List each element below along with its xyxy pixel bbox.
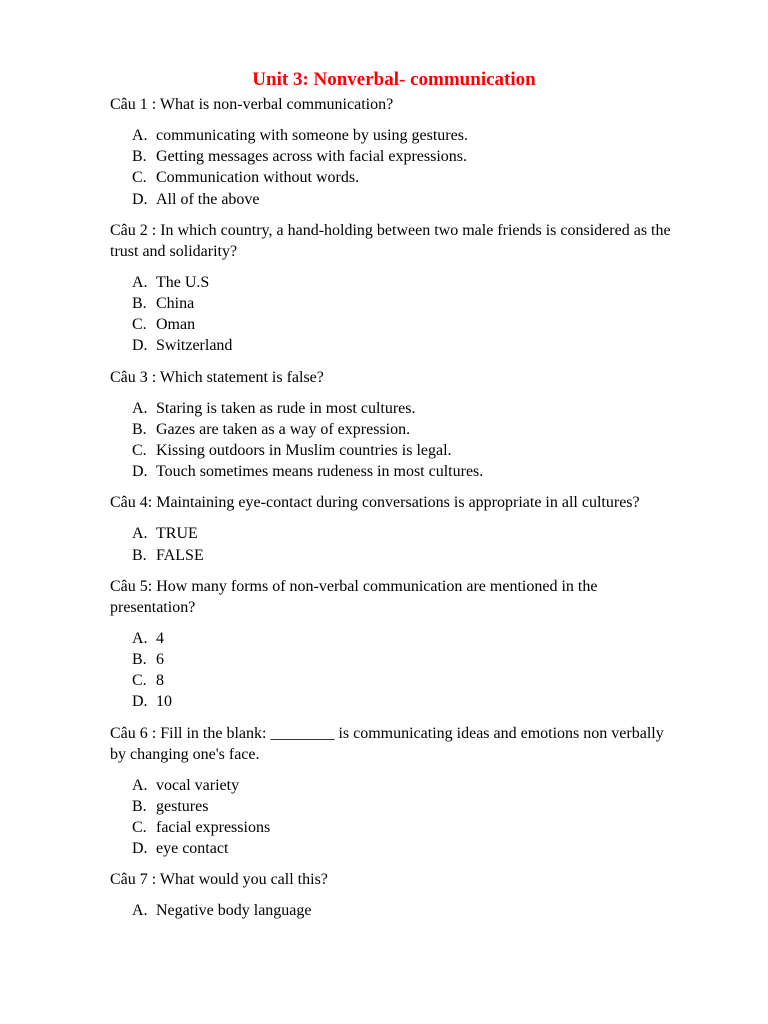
answer-option bbox=[132, 817, 708, 838]
answer-option bbox=[132, 900, 708, 921]
option-letter: B. bbox=[132, 295, 147, 313]
answer-options-7 bbox=[110, 900, 708, 921]
question-block-3 bbox=[110, 367, 708, 483]
answer-option bbox=[132, 189, 708, 210]
answer-options-6 bbox=[110, 775, 708, 860]
question-text-7: Câu 7 : What would you call this? bbox=[110, 871, 328, 889]
option-letter: D. bbox=[132, 693, 148, 711]
option-text: Kissing outdoors in Muslim countries is legal. bbox=[156, 442, 452, 460]
answer-option bbox=[132, 314, 708, 335]
option-text: Gazes are taken as a way of expression. bbox=[156, 420, 411, 438]
answer-options-4 bbox=[110, 523, 708, 565]
answer-option bbox=[132, 272, 708, 293]
option-letter: D. bbox=[132, 190, 148, 208]
option-letter: B. bbox=[132, 546, 147, 564]
answer-option bbox=[132, 628, 708, 649]
answer-option bbox=[132, 335, 708, 356]
option-text: Getting messages across with facial expressions. bbox=[156, 148, 468, 166]
answer-option bbox=[132, 670, 708, 691]
question-text-6: Câu 6 : Fill in the blank: ________ is communicating ideas and emotions non verbally by changing one's face. bbox=[110, 724, 664, 763]
answer-option bbox=[132, 523, 708, 544]
question-text-3: Câu 3 : Which statement is false? bbox=[110, 368, 324, 386]
option-text: Oman bbox=[156, 316, 196, 334]
answer-option bbox=[132, 440, 708, 461]
option-letter: D. bbox=[132, 337, 148, 355]
option-letter: C. bbox=[132, 442, 147, 460]
option-letter: D. bbox=[132, 840, 148, 858]
option-letter: C. bbox=[132, 169, 147, 187]
answer-option bbox=[132, 167, 708, 188]
option-text: 8 bbox=[156, 672, 164, 690]
option-letter: A. bbox=[132, 629, 148, 647]
question-text-5: Câu 5: How many forms of non-verbal communication are mentioned in the presentation? bbox=[110, 577, 598, 616]
option-text: TRUE bbox=[156, 525, 198, 543]
option-text: 4 bbox=[156, 629, 164, 647]
answer-option bbox=[132, 838, 708, 859]
option-text: Staring is taken as rude in most cultures. bbox=[156, 399, 416, 417]
question-block-4 bbox=[110, 492, 708, 565]
answer-options-3 bbox=[110, 398, 708, 483]
option-text: 6 bbox=[156, 651, 164, 669]
option-letter: D. bbox=[132, 463, 148, 481]
option-text: facial expressions bbox=[156, 819, 271, 837]
option-letter: A. bbox=[132, 399, 148, 417]
option-text: China bbox=[156, 295, 195, 313]
answer-options-5 bbox=[110, 628, 708, 713]
option-letter: C. bbox=[132, 316, 147, 334]
option-text: Negative body language bbox=[156, 902, 312, 920]
option-letter: B. bbox=[132, 797, 147, 815]
answer-option bbox=[132, 146, 708, 167]
option-text: gestures bbox=[156, 797, 209, 815]
answer-option bbox=[132, 398, 708, 419]
option-text: The U.S bbox=[156, 273, 210, 291]
question-text-4: Câu 4: Maintaining eye-contact during conversations is appropriate in all cultures? bbox=[110, 494, 640, 512]
question-block-6 bbox=[110, 723, 708, 860]
option-letter: A. bbox=[132, 525, 148, 543]
answer-option bbox=[132, 419, 708, 440]
answer-option bbox=[132, 461, 708, 482]
answer-option bbox=[132, 293, 708, 314]
option-text: communicating with someone by using gestures. bbox=[156, 127, 468, 144]
answer-options-1 bbox=[110, 125, 708, 210]
option-text: FALSE bbox=[156, 546, 204, 564]
option-text: 10 bbox=[156, 693, 172, 711]
answer-option bbox=[132, 796, 708, 817]
page-title: Unit 3: Nonverbal- communication bbox=[252, 69, 536, 90]
option-letter: B. bbox=[132, 420, 147, 438]
answer-option bbox=[132, 775, 708, 796]
option-text: eye contact bbox=[156, 840, 229, 858]
question-text-1: Câu 1 : What is non-verbal communication? bbox=[110, 96, 394, 113]
option-text: vocal variety bbox=[156, 776, 240, 794]
option-text: Touch sometimes means rudeness in most cultures. bbox=[156, 463, 484, 481]
option-letter: A. bbox=[132, 127, 148, 144]
answer-options-2 bbox=[110, 272, 708, 357]
option-letter: C. bbox=[132, 819, 147, 837]
answer-option bbox=[132, 125, 708, 146]
option-letter: B. bbox=[132, 651, 147, 669]
answer-option bbox=[132, 649, 708, 670]
question-text-2: Câu 2 : In which country, a hand-holding between two male friends is considered as the trust and solidarity? bbox=[110, 221, 671, 260]
question-block-5 bbox=[110, 576, 708, 713]
question-block-2 bbox=[110, 220, 708, 357]
option-letter: A. bbox=[132, 902, 148, 920]
option-text: All of the above bbox=[156, 190, 260, 208]
option-text: Communication without words. bbox=[156, 169, 360, 187]
option-letter: B. bbox=[132, 148, 147, 166]
option-letter: C. bbox=[132, 672, 147, 690]
question-block-1 bbox=[110, 94, 708, 210]
answer-option bbox=[132, 545, 708, 566]
answer-option bbox=[132, 691, 708, 712]
question-block-7 bbox=[110, 869, 708, 921]
question-list bbox=[110, 94, 708, 922]
option-letter: A. bbox=[132, 776, 148, 794]
option-letter: A. bbox=[132, 273, 148, 291]
option-text: Switzerland bbox=[156, 337, 233, 355]
